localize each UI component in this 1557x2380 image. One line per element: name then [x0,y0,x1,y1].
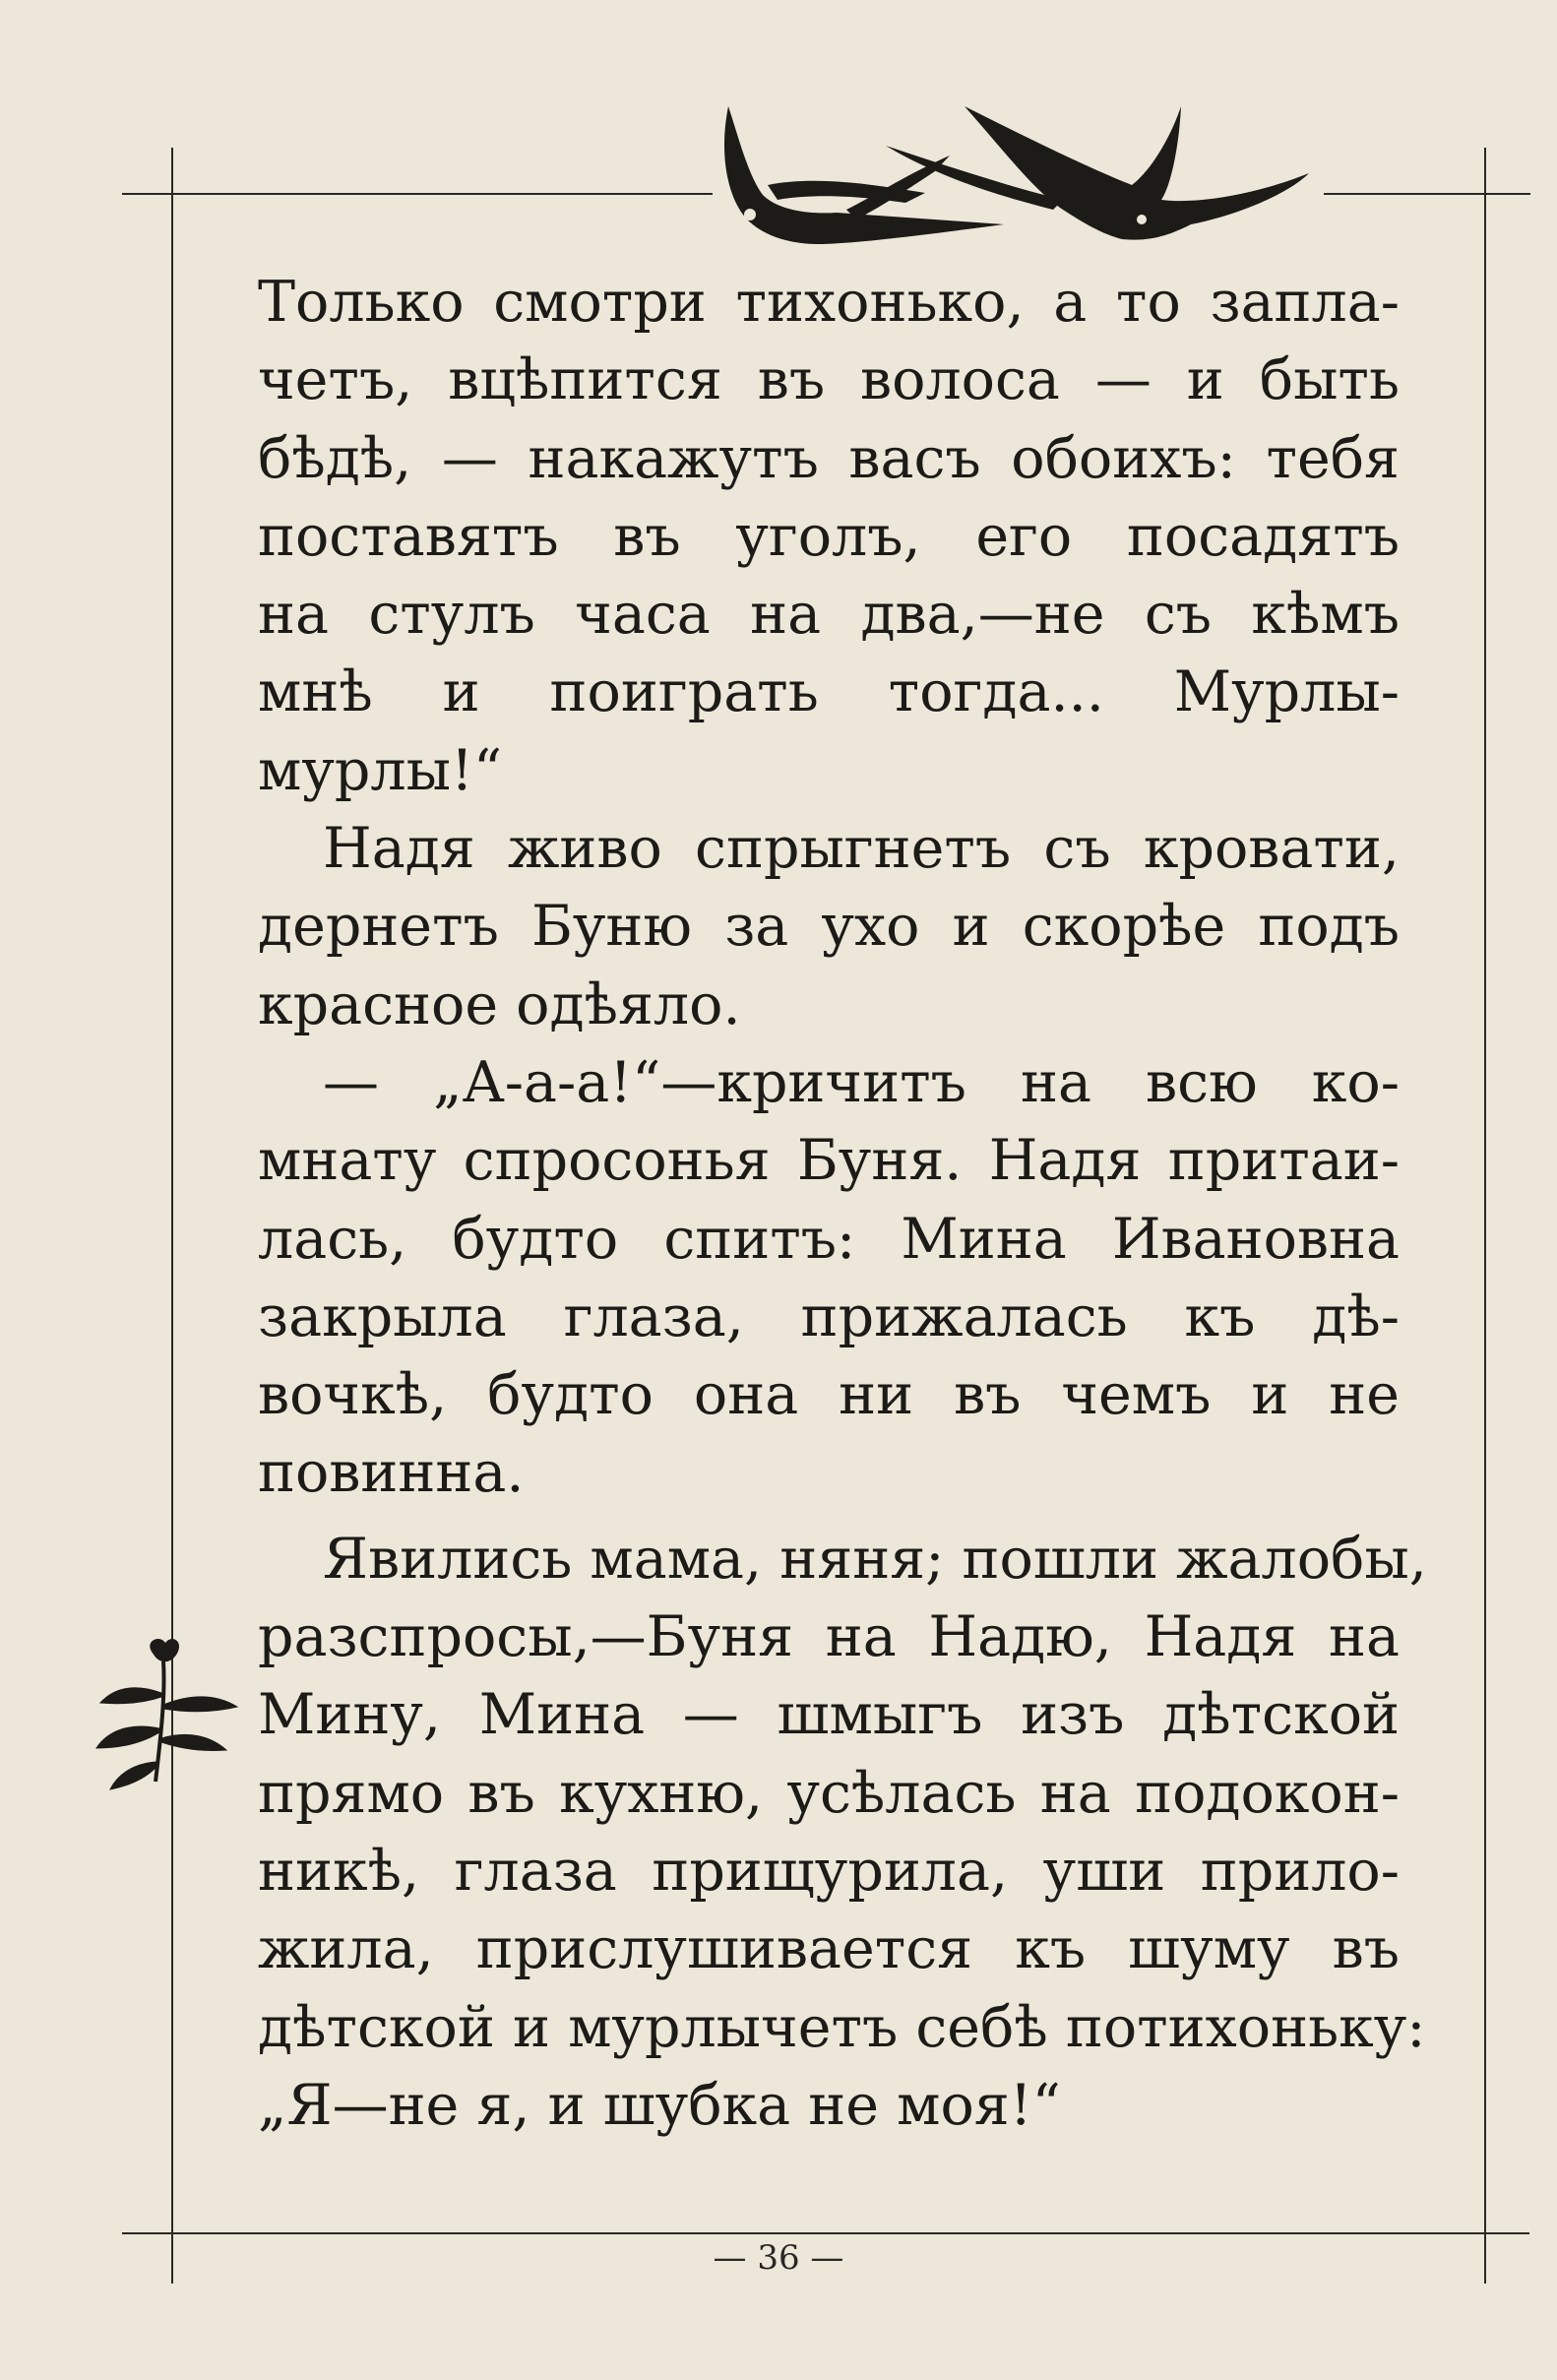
frame-top-rule-right [1324,193,1530,195]
text-line: „Я—не я, и шубка не моя!“ [258,2072,1061,2138]
frame-bottom-rule [122,2232,1529,2234]
text-line: разспросы,—Буня на Надю, Надя на [258,1604,1400,1670]
text-line: мнату спросонья Буня. Надя притаи- [258,1128,1400,1194]
text-line: жила, прислушивается къ шуму въ [258,1916,1400,1982]
frame-right-rule [1484,148,1486,2284]
text-line: Явились мама, няня; пошли жалобы, [323,1526,1427,1592]
text-line: Надя живо спрыгнетъ съ кровати, [323,816,1400,882]
text-line: бѣдѣ, — накажутъ васъ обоихъ: тебя [258,425,1400,491]
text-line: поставятъ въ уголъ, его посадятъ [258,503,1400,569]
text-line: прямо въ кухню, усѣлась на подокон- [258,1760,1400,1826]
text-line: закрыла глаза, прижалась къ дѣ- [258,1284,1400,1349]
text-line: на стулъ часа на два,—не съ кѣмъ [258,582,1400,648]
text-line: дѣтской и мурлычетъ себѣ потихоньку: [258,1994,1426,2060]
page-number: — 36 — [713,2238,844,2278]
swallow-right-icon [886,106,1309,240]
text-line: лась, будто спитъ: Мина Ивановна [258,1206,1400,1272]
frame-top-rule [122,193,713,195]
paragraph-4 [258,1521,1427,2145]
swallows-illustration [709,77,1329,264]
text-line: красное одѣяло. [258,971,741,1037]
text-line: мнѣ и поиграть тогда... Мурлы- [258,659,1400,725]
flower-branch-illustration [94,1634,242,1811]
text-line: повинна. [258,1440,525,1506]
text-line: вочкѣ, будто она ни въ чемъ и не [258,1362,1400,1428]
paragraph-2 [258,810,1400,1044]
frame-left-rule [171,148,173,2284]
text-line: мурлы!“ [258,737,502,803]
text-line: четъ, вцѣпится въ волоса — и быть [258,347,1400,413]
text-line: никѣ, глаза прищурила, уши прило- [258,1838,1400,1904]
text-line: — „А-а-а!“—кричитъ на всю ко- [323,1049,1400,1115]
text-line: Мину, Мина — шмыгъ изъ дѣтской [258,1682,1400,1748]
text-line: дернетъ Буню за ухо и скорѣе подъ [258,894,1400,960]
paragraph-3 [258,1044,1400,1513]
text-line: Только смотри тихонько, а то запла- [258,270,1400,335]
paragraph-1 [258,264,1400,810]
page-body-text [258,264,1427,2145]
